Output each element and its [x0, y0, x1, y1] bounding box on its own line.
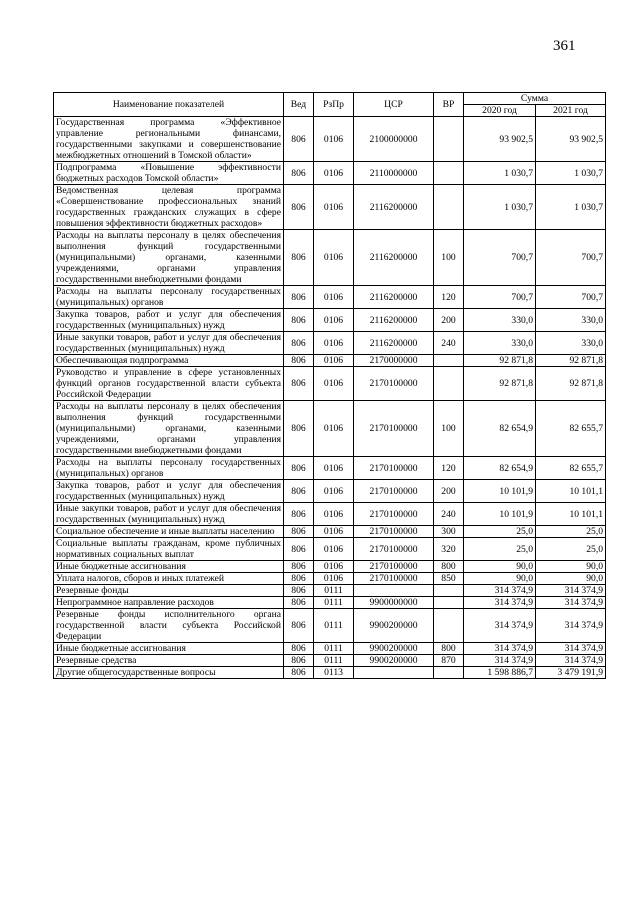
- cell-rzpr: 0106: [314, 117, 354, 162]
- cell-sum-2020: 10 101,9: [464, 503, 536, 526]
- cell-ved: 806: [284, 309, 314, 332]
- cell-name: Закупка товаров, работ и услуг для обеспечения государственных (муниципальных) нужд: [54, 480, 284, 503]
- cell-rzpr: 0106: [314, 538, 354, 561]
- header-name: Наименование показателей: [54, 93, 284, 117]
- cell-rzpr: 0106: [314, 185, 354, 230]
- table-row: [54, 585, 606, 597]
- cell-csr: 2170100000: [354, 503, 434, 526]
- cell-sum-2021: 314 374,9: [536, 585, 606, 597]
- cell-sum-2021: 314 374,9: [536, 643, 606, 655]
- cell-csr: 2170100000: [354, 480, 434, 503]
- cell-sum-2021: 90,0: [536, 561, 606, 573]
- cell-sum-2020: 93 902,5: [464, 117, 536, 162]
- cell-name: Социальные выплаты гражданам, кроме публичных нормативных социальных выплат: [54, 538, 284, 561]
- cell-sum-2020: 25,0: [464, 526, 536, 538]
- cell-ved: 806: [284, 401, 314, 457]
- cell-csr: 2170100000: [354, 367, 434, 401]
- cell-sum-2021: 92 871,8: [536, 367, 606, 401]
- cell-vr: [434, 585, 464, 597]
- table-row: [54, 503, 606, 526]
- cell-csr: 2170100000: [354, 561, 434, 573]
- cell-sum-2021: 90,0: [536, 573, 606, 585]
- cell-rzpr: 0106: [314, 457, 354, 480]
- cell-sum-2021: 314 374,9: [536, 609, 606, 643]
- cell-ved: 806: [284, 332, 314, 355]
- cell-vr: 850: [434, 573, 464, 585]
- cell-vr: 100: [434, 401, 464, 457]
- cell-sum-2021: 92 871,8: [536, 355, 606, 367]
- cell-sum-2020: 1 598 886,7: [464, 667, 536, 679]
- cell-name: Расходы на выплаты персоналу государственных (муниципальных) органов: [54, 457, 284, 480]
- cell-vr: 300: [434, 526, 464, 538]
- cell-sum-2020: 1 030,7: [464, 162, 536, 185]
- header-rzpr: РзПр: [314, 93, 354, 117]
- cell-ved: 806: [284, 230, 314, 286]
- cell-rzpr: 0106: [314, 309, 354, 332]
- cell-rzpr: 0106: [314, 526, 354, 538]
- cell-sum-2020: 90,0: [464, 573, 536, 585]
- cell-csr: 2170100000: [354, 526, 434, 538]
- table-row: [54, 286, 606, 309]
- cell-sum-2021: 1 030,7: [536, 185, 606, 230]
- cell-rzpr: 0106: [314, 286, 354, 309]
- cell-name: Резервные средства: [54, 655, 284, 667]
- cell-vr: [434, 185, 464, 230]
- cell-rzpr: 0111: [314, 643, 354, 655]
- cell-vr: 320: [434, 538, 464, 561]
- cell-sum-2020: 314 374,9: [464, 609, 536, 643]
- header-vr: ВР: [434, 93, 464, 117]
- table-row: [54, 609, 606, 643]
- cell-name: Резервные фонды исполнительного органа государственной власти субъекта Российской Федерации: [54, 609, 284, 643]
- cell-sum-2020: 314 374,9: [464, 597, 536, 609]
- cell-vr: 120: [434, 457, 464, 480]
- table-row: [54, 162, 606, 185]
- cell-sum-2020: 314 374,9: [464, 643, 536, 655]
- table-row: [54, 367, 606, 401]
- table-row: [54, 573, 606, 585]
- cell-name: Расходы на выплаты персоналу в целях обеспечения выполнения функций государственными (муниципальными) органами, казенными учреждениями, органами управления государственными внебюджетными фондами: [54, 401, 284, 457]
- cell-sum-2021: 10 101,1: [536, 503, 606, 526]
- table-row: [54, 185, 606, 230]
- cell-csr: 9900000000: [354, 597, 434, 609]
- cell-sum-2021: 330,0: [536, 309, 606, 332]
- table-row: [54, 538, 606, 561]
- cell-name: Государственная программа «Эффективное управление региональными финансами, государственными закупками и совершенствование межбюджетных отношений в Томской области»: [54, 117, 284, 162]
- header-year-2020: 2020 год: [464, 105, 536, 117]
- cell-csr: 2170000000: [354, 355, 434, 367]
- cell-sum-2021: 3 479 191,9: [536, 667, 606, 679]
- cell-name: Непрограммное направление расходов: [54, 597, 284, 609]
- cell-vr: [434, 597, 464, 609]
- cell-name: Обеспечивающая подпрограмма: [54, 355, 284, 367]
- cell-name: Расходы на выплаты персоналу государственных (муниципальных) органов: [54, 286, 284, 309]
- table-row: [54, 309, 606, 332]
- cell-ved: 806: [284, 457, 314, 480]
- cell-rzpr: 0106: [314, 230, 354, 286]
- cell-vr: 120: [434, 286, 464, 309]
- cell-csr: 2110000000: [354, 162, 434, 185]
- cell-ved: 806: [284, 597, 314, 609]
- cell-csr: 2170100000: [354, 401, 434, 457]
- cell-rzpr: 0106: [314, 503, 354, 526]
- cell-sum-2021: 700,7: [536, 230, 606, 286]
- cell-vr: [434, 117, 464, 162]
- cell-ved: 806: [284, 367, 314, 401]
- table-row: [54, 332, 606, 355]
- cell-vr: 240: [434, 503, 464, 526]
- cell-rzpr: 0111: [314, 655, 354, 667]
- cell-csr: 9900200000: [354, 643, 434, 655]
- cell-csr: 2116200000: [354, 185, 434, 230]
- table-row: [54, 561, 606, 573]
- cell-csr: 2100000000: [354, 117, 434, 162]
- cell-ved: 806: [284, 526, 314, 538]
- cell-csr: 2116200000: [354, 230, 434, 286]
- cell-ved: 806: [284, 561, 314, 573]
- cell-vr: 800: [434, 561, 464, 573]
- cell-csr: 2116200000: [354, 309, 434, 332]
- cell-ved: 806: [284, 355, 314, 367]
- table-row: [54, 643, 606, 655]
- cell-sum-2020: 314 374,9: [464, 655, 536, 667]
- cell-sum-2021: 314 374,9: [536, 597, 606, 609]
- cell-rzpr: 0106: [314, 561, 354, 573]
- cell-ved: 806: [284, 538, 314, 561]
- cell-name: Иные закупки товаров, работ и услуг для обеспечения государственных (муниципальных) нужд: [54, 503, 284, 526]
- cell-csr: 2116200000: [354, 286, 434, 309]
- table-row: [54, 667, 606, 679]
- cell-ved: 806: [284, 286, 314, 309]
- cell-rzpr: 0106: [314, 401, 354, 457]
- cell-sum-2021: 82 655,7: [536, 457, 606, 480]
- cell-rzpr: 0106: [314, 573, 354, 585]
- cell-ved: 806: [284, 185, 314, 230]
- cell-csr: 2170100000: [354, 538, 434, 561]
- cell-rzpr: 0106: [314, 162, 354, 185]
- cell-ved: 806: [284, 480, 314, 503]
- cell-sum-2021: 330,0: [536, 332, 606, 355]
- cell-ved: 806: [284, 655, 314, 667]
- cell-csr: [354, 667, 434, 679]
- cell-sum-2021: 25,0: [536, 538, 606, 561]
- table-row: [54, 597, 606, 609]
- cell-ved: 806: [284, 585, 314, 597]
- cell-rzpr: 0106: [314, 332, 354, 355]
- cell-vr: 200: [434, 309, 464, 332]
- cell-rzpr: 0111: [314, 597, 354, 609]
- cell-ved: 806: [284, 643, 314, 655]
- cell-name: Социальное обеспечение и иные выплаты населению: [54, 526, 284, 538]
- table-body: [54, 117, 606, 679]
- cell-sum-2020: 314 374,9: [464, 585, 536, 597]
- table-row: [54, 401, 606, 457]
- cell-vr: 240: [434, 332, 464, 355]
- cell-vr: 100: [434, 230, 464, 286]
- cell-sum-2020: 82 654,9: [464, 401, 536, 457]
- header-year-2021: 2021 год: [536, 105, 606, 117]
- cell-csr: [354, 585, 434, 597]
- cell-vr: [434, 355, 464, 367]
- cell-sum-2021: 314 374,9: [536, 655, 606, 667]
- cell-ved: 806: [284, 117, 314, 162]
- cell-ved: 806: [284, 503, 314, 526]
- cell-sum-2020: 10 101,9: [464, 480, 536, 503]
- header-sum: Сумма: [464, 93, 606, 105]
- cell-sum-2020: 330,0: [464, 309, 536, 332]
- table-row: [54, 457, 606, 480]
- cell-sum-2021: 25,0: [536, 526, 606, 538]
- cell-name: Другие общегосударственные вопросы: [54, 667, 284, 679]
- cell-vr: 870: [434, 655, 464, 667]
- cell-sum-2020: 330,0: [464, 332, 536, 355]
- cell-sum-2020: 82 654,9: [464, 457, 536, 480]
- cell-rzpr: 0111: [314, 585, 354, 597]
- cell-sum-2020: 92 871,8: [464, 367, 536, 401]
- cell-name: Расходы на выплаты персоналу в целях обеспечения выполнения функций государственными (муниципальными) органами, казенными учреждениями, органами управления государственными внебюджетными фондами: [54, 230, 284, 286]
- cell-sum-2021: 82 655,7: [536, 401, 606, 457]
- cell-csr: 2116200000: [354, 332, 434, 355]
- cell-rzpr: 0106: [314, 367, 354, 401]
- cell-name: Иные бюджетные ассигнования: [54, 561, 284, 573]
- cell-sum-2021: 1 030,7: [536, 162, 606, 185]
- cell-rzpr: 0106: [314, 480, 354, 503]
- cell-name: Закупка товаров, работ и услуг для обеспечения государственных (муниципальных) нужд: [54, 309, 284, 332]
- table-row: [54, 526, 606, 538]
- cell-vr: 800: [434, 643, 464, 655]
- table-row: [54, 480, 606, 503]
- cell-vr: [434, 162, 464, 185]
- cell-name: Иные бюджетные ассигнования: [54, 643, 284, 655]
- budget-table: [53, 92, 606, 679]
- table-row: [54, 655, 606, 667]
- cell-name: Резервные фонды: [54, 585, 284, 597]
- table-row: [54, 355, 606, 367]
- cell-sum-2021: 10 101,1: [536, 480, 606, 503]
- cell-vr: 200: [434, 480, 464, 503]
- cell-ved: 806: [284, 162, 314, 185]
- cell-sum-2020: 25,0: [464, 538, 536, 561]
- cell-sum-2020: 700,7: [464, 230, 536, 286]
- page-number: 361: [553, 38, 576, 54]
- cell-rzpr: 0106: [314, 355, 354, 367]
- cell-name: Ведомственная целевая программа «Совершенствование профессиональных знаний государственных гражданских служащих в сфере повышения эффективности бюджетных расходов»: [54, 185, 284, 230]
- cell-sum-2020: 700,7: [464, 286, 536, 309]
- cell-vr: [434, 609, 464, 643]
- cell-rzpr: 0113: [314, 667, 354, 679]
- cell-rzpr: 0111: [314, 609, 354, 643]
- cell-ved: 806: [284, 609, 314, 643]
- cell-vr: [434, 367, 464, 401]
- cell-csr: 9900200000: [354, 609, 434, 643]
- cell-name: Уплата налогов, сборов и иных платежей: [54, 573, 284, 585]
- cell-csr: 2170100000: [354, 573, 434, 585]
- cell-sum-2021: 93 902,5: [536, 117, 606, 162]
- cell-name: Иные закупки товаров, работ и услуг для обеспечения государственных (муниципальных) нужд: [54, 332, 284, 355]
- cell-ved: 806: [284, 573, 314, 585]
- cell-sum-2020: 92 871,8: [464, 355, 536, 367]
- cell-csr: 9900200000: [354, 655, 434, 667]
- cell-csr: 2170100000: [354, 457, 434, 480]
- cell-sum-2020: 90,0: [464, 561, 536, 573]
- cell-sum-2021: 700,7: [536, 286, 606, 309]
- cell-vr: [434, 667, 464, 679]
- cell-name: Подпрограмма «Повышение эффективности бюджетных расходов Томской области»: [54, 162, 284, 185]
- header-csr: ЦСР: [354, 93, 434, 117]
- cell-sum-2020: 1 030,7: [464, 185, 536, 230]
- cell-ved: 806: [284, 667, 314, 679]
- table-row: [54, 117, 606, 162]
- table-row: [54, 230, 606, 286]
- cell-name: Руководство и управление в сфере установленных функций органов государственной власти субъекта Российской Федерации: [54, 367, 284, 401]
- header-ved: Вед: [284, 93, 314, 117]
